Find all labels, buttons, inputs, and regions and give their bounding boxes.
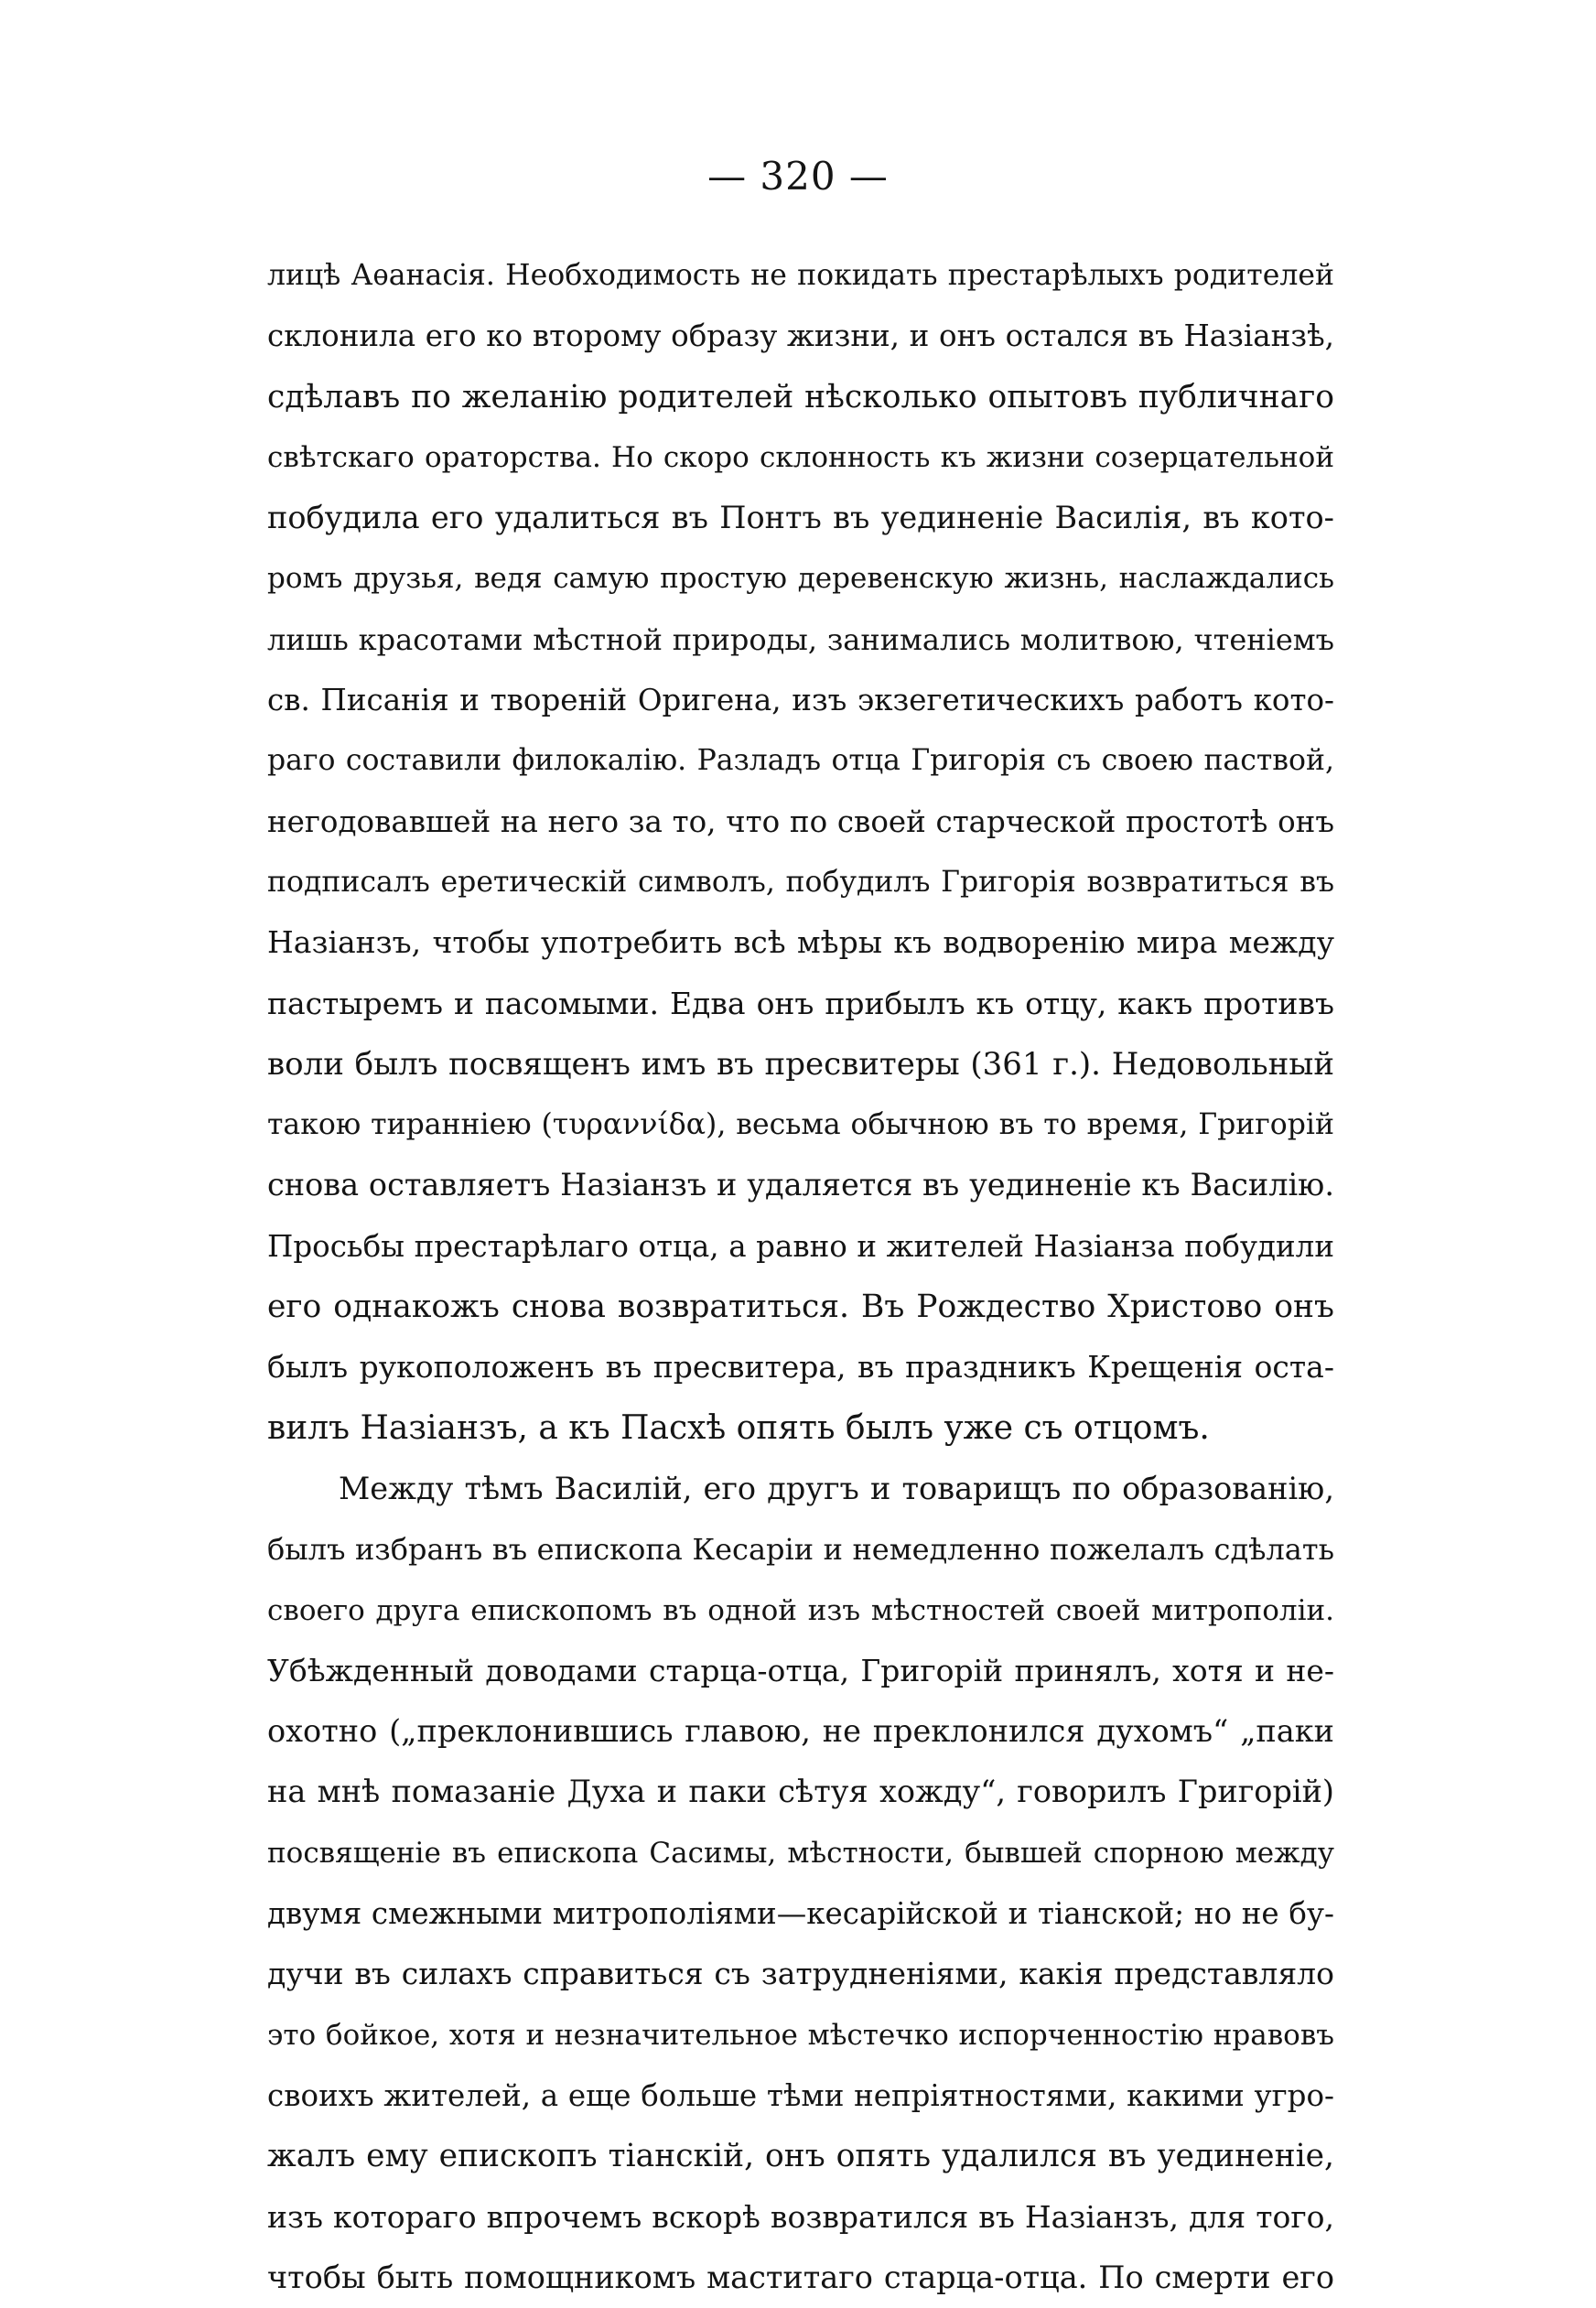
- text-line: такою тираннiею (τυραννίδα), весьма обычною въ то время, Григорій: [267, 1108, 1334, 1142]
- text-line: жалъ ему епископъ тіанскій, онъ опять удалился въ уединеніе,: [267, 2138, 1334, 2175]
- text-line: снова оставляетъ Назіанзъ и удаляется въ уединеніе къ Василію.: [267, 1167, 1334, 1203]
- text-line: Между тѣмъ Василій, его другъ и товарищъ по образованію,: [339, 1470, 1334, 1506]
- text-line: сдѣлавъ по желанію родителей нѣсколько опытовъ публичнаго: [267, 378, 1334, 415]
- text-line: былъ избранъ въ епископа Кесаріи и немедленно пожелалъ сдѣлать: [267, 1532, 1334, 1568]
- text-line: охотно („преклонившись главою, не преклонился духомъ“ „паки: [267, 1713, 1334, 1750]
- text-line: раго составили филокалію. Разладъ отца Григорія съ своею паствой,: [267, 744, 1334, 778]
- text-line: пастыремъ и пасомыми. Едва онъ прибылъ къ отцу, какъ противъ: [267, 985, 1334, 1021]
- text-line: склонила его ко второму образу жизни, и онъ остался въ Назіанзѣ,: [267, 318, 1334, 354]
- text-line: негодовавшей на него за то, что по своей старческой простотѣ онъ: [267, 803, 1334, 839]
- page-number: — 320 —: [707, 154, 889, 199]
- text-line: ромъ друзья, ведя самую простую деревенскую жизнь, наслаждались: [267, 562, 1334, 596]
- text-line: Назіанзъ, чтобы употребить всѣ мѣры къ водворенію мира между: [267, 924, 1334, 961]
- text-line: св. Писанія и твореній Оригена, изъ экзегетическихъ работъ кото-: [267, 683, 1334, 718]
- text-line: воли былъ посвященъ имъ въ пресвитеры (361 г.). Недовольный: [267, 1045, 1334, 1083]
- text-line: изъ котораго впрочемъ вскорѣ возвратился въ Назіанзъ, для того,: [267, 2198, 1334, 2235]
- text-line: двумя смежными митрополіями—кесарійской и тіанской; но не бу-: [267, 1896, 1334, 1932]
- text-line: свѣтскаго ораторства. Но скоро склонность къ жизни созерцательной: [267, 440, 1334, 474]
- text-line: подписалъ еретическій символъ, побудилъ Григорія возвратиться въ: [267, 865, 1334, 899]
- paragraph-1: [267, 245, 1334, 1459]
- text-line: былъ рукоположенъ въ пресвитера, въ праздникъ Крещенія оста-: [267, 1349, 1334, 1386]
- text-line: лицѣ Аѳанасія. Необходимость не покидать престарѣлыхъ родителей: [267, 259, 1334, 292]
- text-line: Убѣжденный доводами старца-отца, Григорій принялъ, хотя и не-: [267, 1652, 1334, 1688]
- text-line: его однакожъ снова возвратиться. Въ Рождество Христово онъ: [267, 1289, 1334, 1326]
- text-line: своего друга епископомъ въ одной изъ мѣстностей своей митрополіи.: [267, 1593, 1334, 1627]
- text-line: побудила его удалиться въ Понтъ въ уединеніе Василія, въ кото-: [267, 500, 1334, 536]
- body-text: [267, 245, 1334, 2308]
- text-line: вилъ Назіанзъ, а къ Пасхѣ опять былъ уже съ отцомъ.: [267, 1408, 1210, 1447]
- text-line: посвященіе въ епископа Сасимы, мѣстности, бывшей спорною между: [267, 1836, 1334, 1870]
- text-line: Просьбы престарѣлаго отца, а равно и жителей Назіанза побудили: [267, 1228, 1334, 1264]
- text-line: своихъ жителей, а еще больше тѣми непріятностями, какими угро-: [267, 2077, 1334, 2113]
- text-line: лишь красотами мѣстной природы, занимались молитвою, чтеніемъ: [267, 621, 1334, 657]
- text-line: на мнѣ помазаніе Духа и паки сѣтуя хожду“, говорилъ Григорій): [267, 1774, 1334, 1810]
- paragraph-2: [267, 1459, 1334, 2308]
- text-line: дучи въ силахъ справиться съ затрудненіями, какія представляло: [267, 1956, 1334, 1992]
- text-line: это бойкое, хотя и незначительное мѣстечко испорченностію нравовъ: [267, 2018, 1334, 2052]
- text-line: чтобы быть помощникомъ маститаго старца-отца. По смерти его: [267, 2259, 1334, 2295]
